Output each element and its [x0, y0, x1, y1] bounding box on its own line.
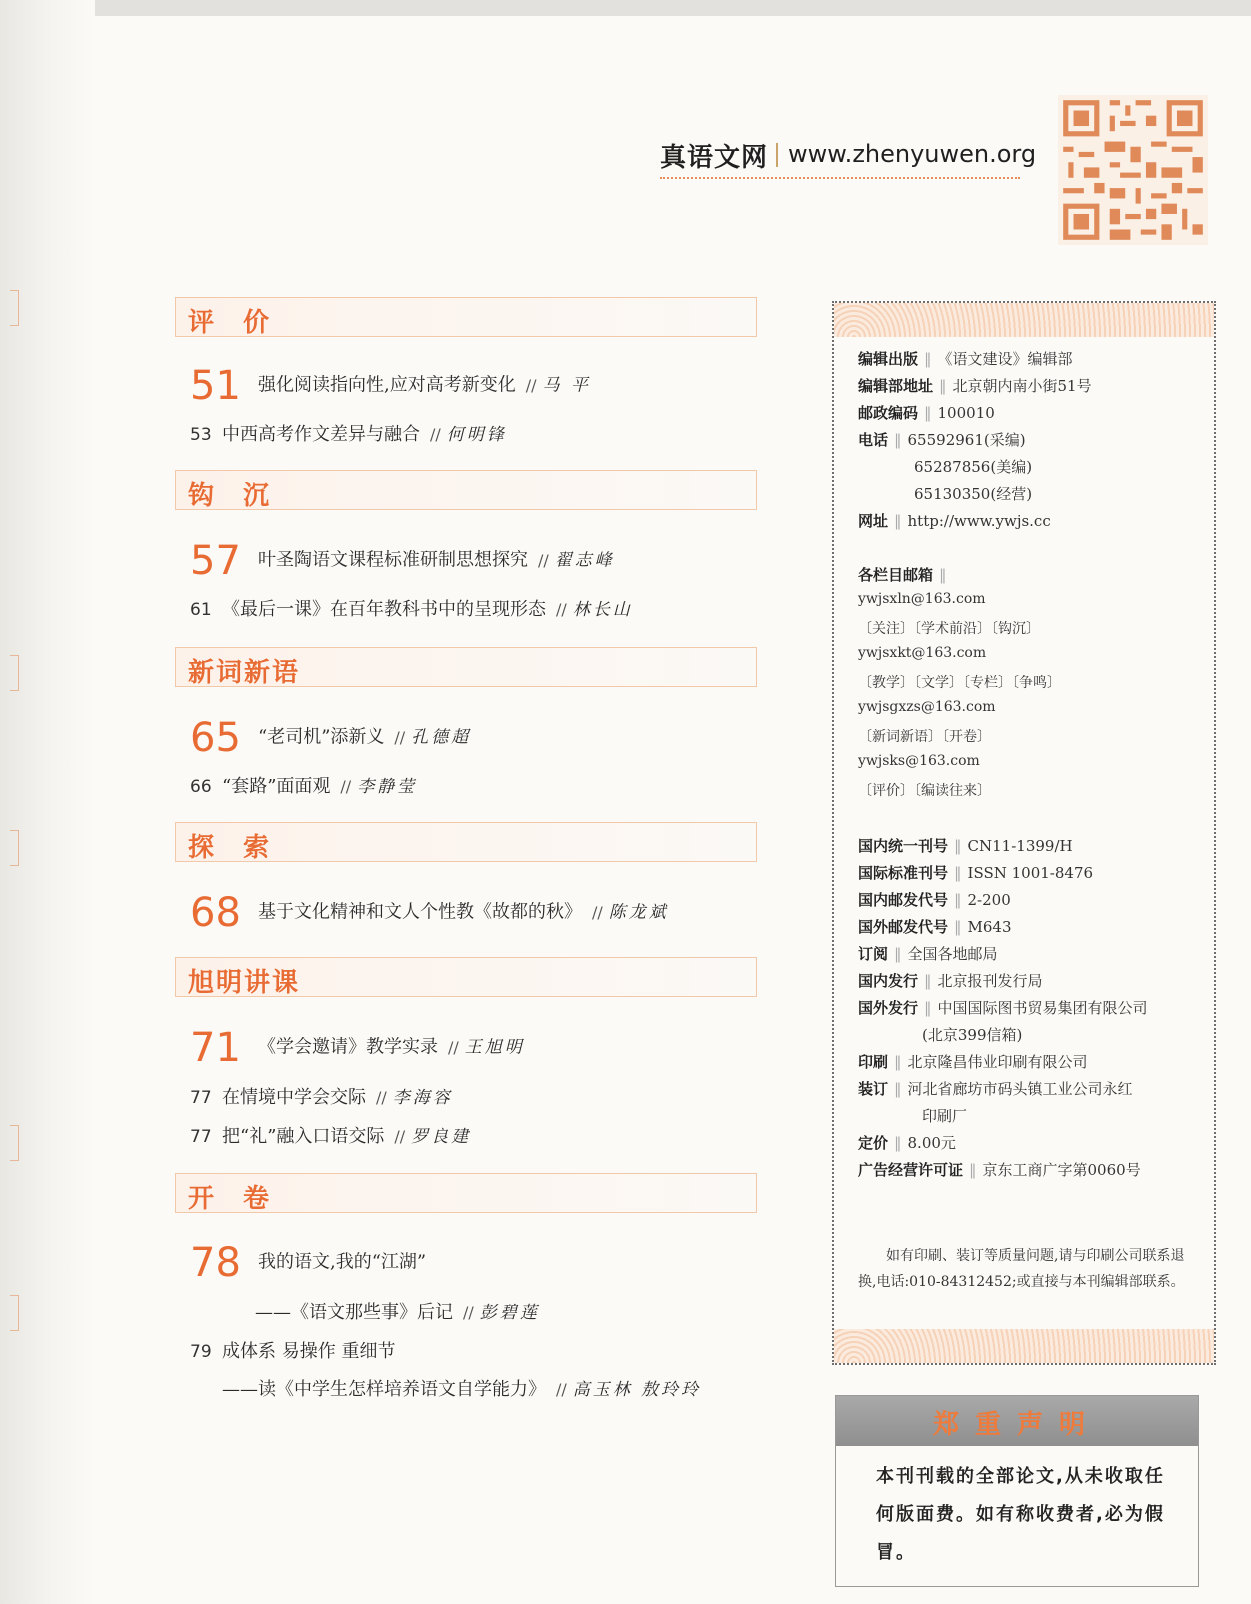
column-list: 〔评价〕〔编读往来〕 [858, 783, 991, 799]
info-separator: ‖ [954, 837, 962, 855]
edge-tab-mark [10, 1125, 19, 1161]
info-row [858, 916, 1012, 937]
page-number: 78 [190, 1240, 241, 1286]
info-row [858, 835, 1073, 856]
info-row [858, 348, 1073, 369]
notice-box [835, 1395, 1199, 1587]
site-name: 真语文网 [660, 143, 769, 173]
author-separator: // [394, 727, 406, 747]
info-separator: ‖ [954, 891, 962, 909]
scan-top-band [0, 0, 1251, 16]
column-list: 〔关注〕〔学术前沿〕〔钩沉〕 [858, 621, 1040, 637]
notice-body: 本刊刊载的全部论文,从未收取任何版面费。如有称收费者,必为假冒。 [876, 1466, 1165, 1563]
info-separator: ‖ [894, 1134, 902, 1152]
page-number: 68 [190, 890, 241, 936]
edge-tab-mark [10, 830, 19, 866]
column-list: 〔教学〕〔文学〕〔专栏〕〔争鸣〕 [858, 675, 1061, 691]
page-number: 61 [190, 600, 212, 620]
info-label: 编辑出版 [858, 350, 919, 368]
page-gutter-shadow [0, 0, 95, 1604]
edge-tab-mark [10, 290, 19, 326]
dotted-underline [660, 177, 1020, 179]
info-separator: ‖ [924, 404, 932, 422]
info-value: 2-200 [967, 891, 1011, 909]
site-header [660, 137, 1037, 181]
page-number: 51 [190, 363, 241, 409]
author-separator: // [538, 550, 549, 570]
article-author: 李静莹 [357, 777, 418, 797]
info-separator: ‖ [954, 864, 962, 882]
info-value: 北京报刊发行局 [937, 972, 1043, 990]
info-row [858, 375, 1092, 396]
article-author: 王旭明 [464, 1037, 525, 1058]
info-label: 国外邮发代号 [858, 918, 949, 936]
article-author: 罗良建 [411, 1127, 472, 1147]
info-value: 《语文建设》编辑部 [937, 350, 1073, 368]
info-row [914, 456, 1032, 477]
info-value: 全国各地邮局 [907, 945, 998, 963]
email-address[interactable]: ywjsxkt@163.com [858, 645, 987, 661]
author-separator: // [394, 1127, 406, 1146]
toc-entry-subtitle-line [222, 1375, 701, 1401]
notice-title: 郑重声明 [932, 1410, 1101, 1440]
info-value: http://www.ywjs.cc [907, 512, 1051, 530]
info-row [858, 862, 1093, 883]
info-value: CN11-1399/H [967, 837, 1073, 855]
section-header [175, 647, 757, 687]
info-row [914, 483, 1032, 504]
toc-entry[interactable] [190, 1122, 471, 1148]
info-separator: ‖ [894, 1080, 902, 1098]
quality-note: 如有印刷、装订等质量问题,请与印刷公司联系退换,电话:010-84312452;或直接与本刊编辑部联系。 [858, 1248, 1185, 1290]
info-label: 印刷 [858, 1053, 889, 1071]
page-number: 77 [190, 1127, 212, 1147]
qr-code-icon[interactable] [1058, 95, 1208, 245]
article-title: 《最后一课》在百年教科书中的呈现形态 [222, 599, 546, 620]
info-separator: ‖ [894, 431, 902, 449]
article-author: 何明锋 [446, 425, 507, 445]
info-row [922, 1105, 967, 1126]
article-author: 李海容 [392, 1088, 453, 1108]
info-value: 65287856(美编) [914, 458, 1033, 476]
site-url[interactable]: www.zhenyuwen.org [788, 140, 1037, 168]
toc-entry[interactable] [190, 1083, 453, 1109]
info-value: 河北省廊坊市码头镇工业公司永红 [907, 1080, 1133, 1098]
info-separator: ‖ [894, 512, 902, 530]
info-label: 国内发行 [858, 972, 919, 990]
edge-tab-mark [10, 1295, 19, 1331]
section-header [175, 1173, 757, 1213]
article-title: 叶圣陶语文课程标准研制思想探究 [258, 549, 528, 571]
page-number: 77 [190, 1088, 212, 1108]
section-title: 钩 沉 [188, 481, 280, 511]
info-label: 各栏目邮箱 [858, 566, 934, 584]
email-address[interactable]: ywjsxln@163.com [858, 591, 986, 607]
article-title: 基于文化精神和文人个性教《故都的秋》 [258, 901, 582, 923]
info-separator: ‖ [939, 566, 947, 584]
info-row [858, 997, 1148, 1018]
article-author: 翟志峰 [554, 550, 615, 571]
info-separator: ‖ [894, 945, 902, 963]
info-separator: ‖ [954, 918, 962, 936]
info-separator: ‖ [939, 377, 947, 395]
section-title: 旭明讲课 [188, 968, 301, 998]
article-title: 在情境中学会交际 [222, 1087, 366, 1108]
article-subtitle: ——《语文那些事》后记 [255, 1302, 453, 1323]
info-value: ISSN 1001-8476 [967, 864, 1094, 882]
decorative-wave-top [834, 303, 1214, 337]
info-label: 国际标准刊号 [858, 864, 949, 882]
author-separator: // [376, 1088, 387, 1107]
page-number: 57 [190, 538, 241, 584]
page-number: 53 [190, 425, 212, 445]
info-row [858, 429, 1026, 450]
author-separator: // [525, 375, 537, 395]
article-title: 强化阅读指向性,应对高考新变化 [258, 374, 516, 396]
info-label: 装订 [858, 1080, 889, 1098]
email-address[interactable]: ywjsks@163.com [858, 753, 980, 769]
info-value: (北京399信箱) [922, 1026, 1023, 1044]
info-label: 电话 [858, 431, 889, 449]
author-separator: // [592, 902, 603, 922]
article-author: 孔德超 [411, 727, 472, 748]
section-header [175, 957, 757, 997]
info-row [858, 1051, 1088, 1072]
section-header [175, 470, 757, 510]
info-label: 定价 [858, 1134, 889, 1152]
author-separator: // [556, 600, 567, 619]
section-title: 开 卷 [188, 1184, 280, 1214]
toc-entry[interactable] [190, 715, 471, 761]
page-number: 65 [190, 715, 241, 761]
info-label: 国外发行 [858, 999, 919, 1017]
toc-entry[interactable] [190, 420, 507, 446]
info-value: M643 [967, 918, 1012, 936]
article-title: 《学会邀请》教学实录 [258, 1036, 438, 1058]
page-number: 71 [190, 1025, 241, 1071]
toc-entry[interactable] [190, 595, 633, 621]
info-value: 100010 [937, 404, 995, 422]
info-value: 65592961(采编) [907, 431, 1026, 449]
info-row [858, 943, 998, 964]
info-label: 邮政编码 [858, 404, 919, 422]
author-separator: // [430, 425, 441, 444]
article-author: 陈龙斌 [608, 902, 669, 923]
info-value: 8.00元 [907, 1134, 956, 1152]
info-row [858, 1132, 956, 1153]
toc-entry[interactable] [190, 890, 669, 936]
notice-header [836, 1396, 1198, 1446]
decorative-wave-bottom [834, 1329, 1214, 1363]
author-separator: // [556, 1380, 567, 1399]
toc-entry[interactable] [190, 1240, 426, 1286]
info-row [858, 402, 995, 423]
section-title: 评 价 [188, 308, 280, 338]
info-label: 网址 [858, 512, 889, 530]
site-separator [776, 143, 780, 167]
toc-entry[interactable] [190, 538, 615, 584]
publication-info-panel [832, 301, 1216, 1365]
toc-entry-subtitle-line [255, 1298, 540, 1324]
info-label: 编辑部地址 [858, 377, 934, 395]
article-title: 我的语文,我的“江湖” [258, 1251, 427, 1273]
info-label: 国内邮发代号 [858, 891, 949, 909]
article-title: 把“礼”融入口语交际 [222, 1126, 385, 1147]
info-value: 印刷厂 [922, 1107, 968, 1125]
info-row [922, 1024, 1022, 1045]
article-title: “套路”面面观 [222, 776, 331, 797]
author-separator: // [340, 777, 352, 796]
info-row [858, 1159, 1141, 1180]
article-subtitle: ——读《中学生怎样培养语文自学能力》 [222, 1379, 546, 1400]
article-author: 彭碧莲 [479, 1303, 540, 1323]
toc-entry[interactable] [190, 363, 591, 409]
author-separator: // [448, 1037, 459, 1057]
info-value: 北京隆昌伟业印刷有限公司 [907, 1053, 1088, 1071]
article-title: 成体系 易操作 重细节 [222, 1341, 396, 1362]
edge-tab-mark [10, 655, 19, 691]
info-label: 广告经营许可证 [858, 1161, 964, 1179]
info-row [858, 889, 1011, 910]
article-title: 中西高考作文差异与融合 [222, 424, 420, 445]
info-row [858, 510, 1051, 531]
info-separator: ‖ [924, 350, 932, 368]
info-value: 北京朝内南小街51号 [952, 377, 1092, 395]
section-header [175, 297, 757, 337]
page-number: 66 [190, 777, 212, 797]
section-title: 探 索 [188, 833, 280, 863]
section-header [175, 822, 757, 862]
toc-entry[interactable] [190, 772, 417, 798]
info-separator: ‖ [969, 1161, 977, 1179]
info-label: 国内统一刊号 [858, 837, 949, 855]
toc-entry[interactable] [190, 1025, 525, 1071]
article-author: 高玉林 敖玲玲 [572, 1380, 702, 1400]
info-value: 京东工商广字第0060号 [982, 1161, 1141, 1179]
info-separator: ‖ [924, 999, 932, 1017]
info-row [858, 1078, 1133, 1099]
article-title: “老司机”添新义 [258, 726, 385, 748]
info-separator: ‖ [894, 1053, 902, 1071]
article-author: 林长山 [572, 600, 633, 620]
email-address[interactable]: ywjsgxzs@163.com [858, 699, 996, 715]
info-row [858, 970, 1043, 991]
info-value: 65130350(经营) [914, 485, 1033, 503]
info-value: 中国国际图书贸易集团有限公司 [937, 999, 1148, 1017]
toc-entry[interactable] [190, 1337, 395, 1363]
article-author: 马 平 [542, 375, 591, 396]
info-separator: ‖ [924, 972, 932, 990]
info-label: 订阅 [858, 945, 889, 963]
section-title: 新词新语 [188, 658, 301, 688]
info-row [858, 564, 953, 585]
author-separator: // [463, 1303, 474, 1322]
page-number: 79 [190, 1342, 212, 1362]
column-list: 〔新词新语〕〔开卷〕 [858, 729, 991, 745]
